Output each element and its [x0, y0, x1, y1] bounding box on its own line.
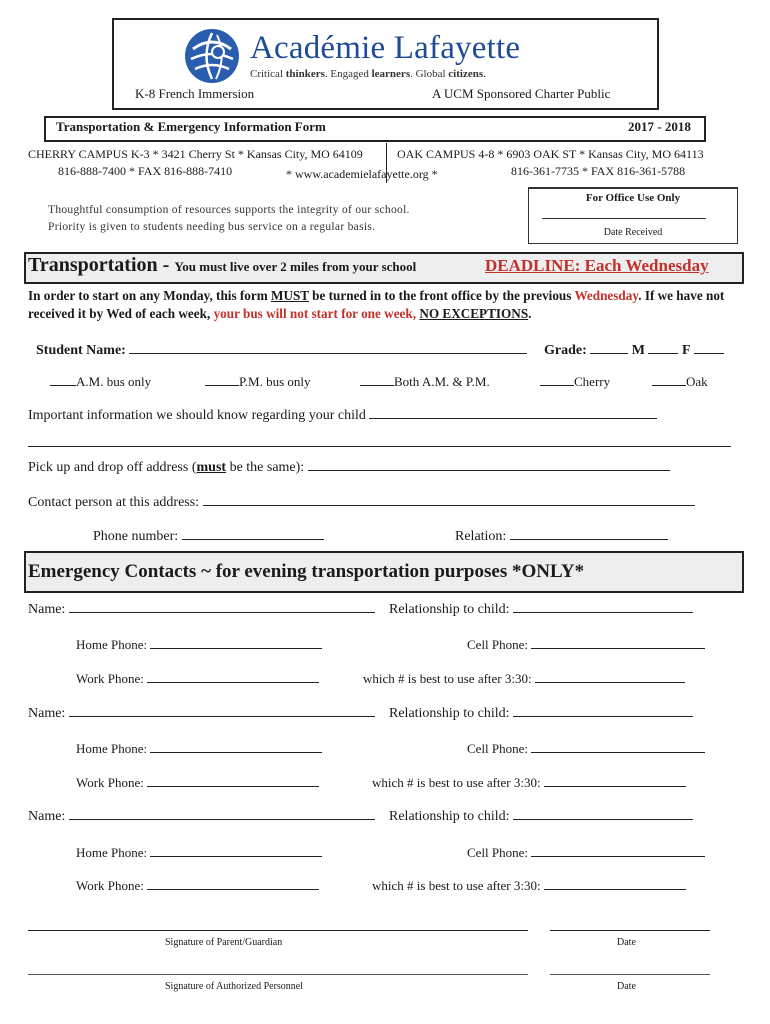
oak-campus-phone: 816-361-7735 * FAX 816-361-5788 — [511, 164, 686, 178]
contact-3-work-field[interactable] — [147, 889, 319, 890]
program-label: K-8 French Immersion — [135, 86, 255, 101]
contact-3-work-row: Work Phone: — [76, 878, 319, 894]
pm-bus-option[interactable]: P.M. bus only — [205, 374, 311, 390]
contact-3-home-row: Home Phone: — [76, 845, 322, 861]
contact-1-work-row: Work Phone: — [76, 671, 319, 687]
contact-2-cell-field[interactable] — [531, 752, 705, 753]
school-name: Académie Lafayette — [250, 30, 521, 66]
tagline: Critical thinkers. Engaged learners. Global citizens. — [250, 68, 486, 80]
phone-field[interactable] — [182, 539, 324, 540]
school-logo-icon — [183, 27, 241, 85]
emergency-title: Emergency Contacts ~ for evening transportation purposes *ONLY* — [28, 561, 585, 582]
student-name-field[interactable] — [129, 353, 527, 354]
contact-1-name-field[interactable] — [69, 612, 375, 613]
contact-1-cell-field[interactable] — [531, 648, 705, 649]
contact-field[interactable] — [203, 505, 695, 506]
student-name-row — [36, 343, 527, 359]
contact-1-best-field[interactable] — [535, 682, 685, 683]
male-label: M — [631, 343, 645, 358]
cherry-campus-address: CHERRY CAMPUS K-3 * 3421 Cherry St * Kansas City, MO 64109 — [28, 147, 363, 161]
important-info-label: Important information we should know regarding your child — [28, 408, 366, 423]
office-use-title: For Office Use Only — [585, 192, 681, 204]
contact-2-name-field[interactable] — [69, 716, 375, 717]
authorized-signature-field[interactable] — [28, 974, 528, 975]
am-bus-option[interactable]: A.M. bus only — [50, 374, 151, 390]
contact-3-name-row: Name: — [28, 809, 375, 825]
both-bus-option[interactable]: Both A.M. & P.M. — [360, 374, 490, 390]
relation-label: Relation: — [455, 529, 507, 544]
oak-campus-option[interactable]: Oak — [652, 374, 708, 390]
contact-2-work-row: Work Phone: — [76, 775, 319, 791]
parent-date-label: Date — [617, 937, 636, 948]
authorized-date-label: Date — [617, 981, 636, 992]
date-received-field[interactable] — [542, 208, 706, 219]
student-name-label: Student Name: — [36, 343, 126, 358]
deadline-notice: DEADLINE: Each Wednesday — [485, 256, 709, 275]
contact-1-home-row: Home Phone: — [76, 637, 322, 653]
contact-2-relationship-field[interactable] — [513, 716, 693, 717]
important-info-row — [28, 408, 657, 424]
resource-note: Thoughtful consumption of resources supports the integrity of our school. — [48, 204, 410, 216]
contact-row — [28, 495, 695, 511]
phone-label: Phone number: — [93, 529, 179, 544]
phone-row — [93, 529, 324, 545]
form-title: Transportation & Emergency Information Form — [56, 119, 326, 134]
grade-label: Grade: — [544, 343, 587, 358]
address-field[interactable] — [308, 470, 670, 471]
relation-field[interactable] — [510, 539, 668, 540]
female-field[interactable] — [694, 353, 724, 354]
website-link[interactable]: * www.academielafayette.org * — [286, 167, 438, 181]
contact-3-cell-field[interactable] — [531, 856, 705, 857]
school-year: 2017 - 2018 — [628, 119, 691, 134]
contact-2-relationship-row: Relationship to child: — [389, 706, 693, 722]
address-row — [28, 460, 670, 476]
contact-3-best-field[interactable] — [544, 889, 686, 890]
contact-2-home-row: Home Phone: — [76, 741, 322, 757]
contact-1-relationship-field[interactable] — [513, 612, 693, 613]
grade-row — [544, 343, 724, 359]
contact-1-cell-row: Cell Phone: — [467, 637, 705, 653]
contact-3-best-row: which # is best to use after 3:30: — [372, 878, 686, 894]
female-label: F — [681, 343, 691, 358]
oak-campus-address: OAK CAMPUS 4-8 * 6903 OAK ST * Kansas City, MO 64113 — [397, 147, 704, 161]
cherry-campus-phone: 816-888-7400 * FAX 816-888-7410 — [58, 164, 233, 178]
contact-2-cell-row: Cell Phone: — [467, 741, 705, 757]
submission-rule: In order to start on any Monday, this form MUST be turned in to the front office by the previous Wednesday. If we have not received it by Wed of each week, your bus will not start for one week, NO EXCEPTIONS. — [28, 288, 725, 321]
address-label: Pick up and drop off address (must be the same): — [28, 460, 305, 475]
contact-3-name-field[interactable] — [69, 819, 375, 820]
contact-1-home-field[interactable] — [150, 648, 322, 649]
parent-signature-label: Signature of Parent/Guardian — [165, 937, 283, 948]
contact-1-name-row: Name: — [28, 602, 375, 618]
important-info-field-2[interactable] — [28, 446, 731, 447]
contact-label: Contact person at this address: — [28, 495, 200, 510]
contact-1-best-row: which # is best to use after 3:30: — [363, 671, 685, 687]
parent-signature-field[interactable] — [28, 930, 528, 931]
grade-field[interactable] — [590, 353, 628, 354]
contact-2-work-field[interactable] — [147, 786, 319, 787]
male-field[interactable] — [648, 353, 678, 354]
contact-1-work-field[interactable] — [147, 682, 319, 683]
transportation-title: Transportation - You must live over 2 miles from your school — [28, 254, 417, 276]
authorized-date-field[interactable] — [550, 974, 710, 975]
cherry-campus-option[interactable]: Cherry — [540, 374, 610, 390]
contact-2-name-row: Name: — [28, 706, 375, 722]
parent-date-field[interactable] — [550, 930, 710, 931]
contact-3-home-field[interactable] — [150, 856, 322, 857]
contact-2-home-field[interactable] — [150, 752, 322, 753]
contact-3-relationship-field[interactable] — [513, 819, 693, 820]
date-received-label: Date Received — [603, 227, 663, 238]
contact-3-cell-row: Cell Phone: — [467, 845, 705, 861]
important-info-field[interactable] — [369, 418, 657, 419]
contact-2-best-row: which # is best to use after 3:30: — [372, 775, 686, 791]
relation-row — [455, 529, 668, 545]
contact-1-relationship-row: Relationship to child: — [389, 602, 693, 618]
authorized-signature-label: Signature of Authorized Personnel — [165, 981, 304, 992]
charter-label: A UCM Sponsored Charter Public — [432, 86, 611, 101]
contact-3-relationship-row: Relationship to child: — [389, 809, 693, 825]
contact-2-best-field[interactable] — [544, 786, 686, 787]
priority-note: Priority is given to students needing bus service on a regular basis. — [48, 221, 376, 233]
